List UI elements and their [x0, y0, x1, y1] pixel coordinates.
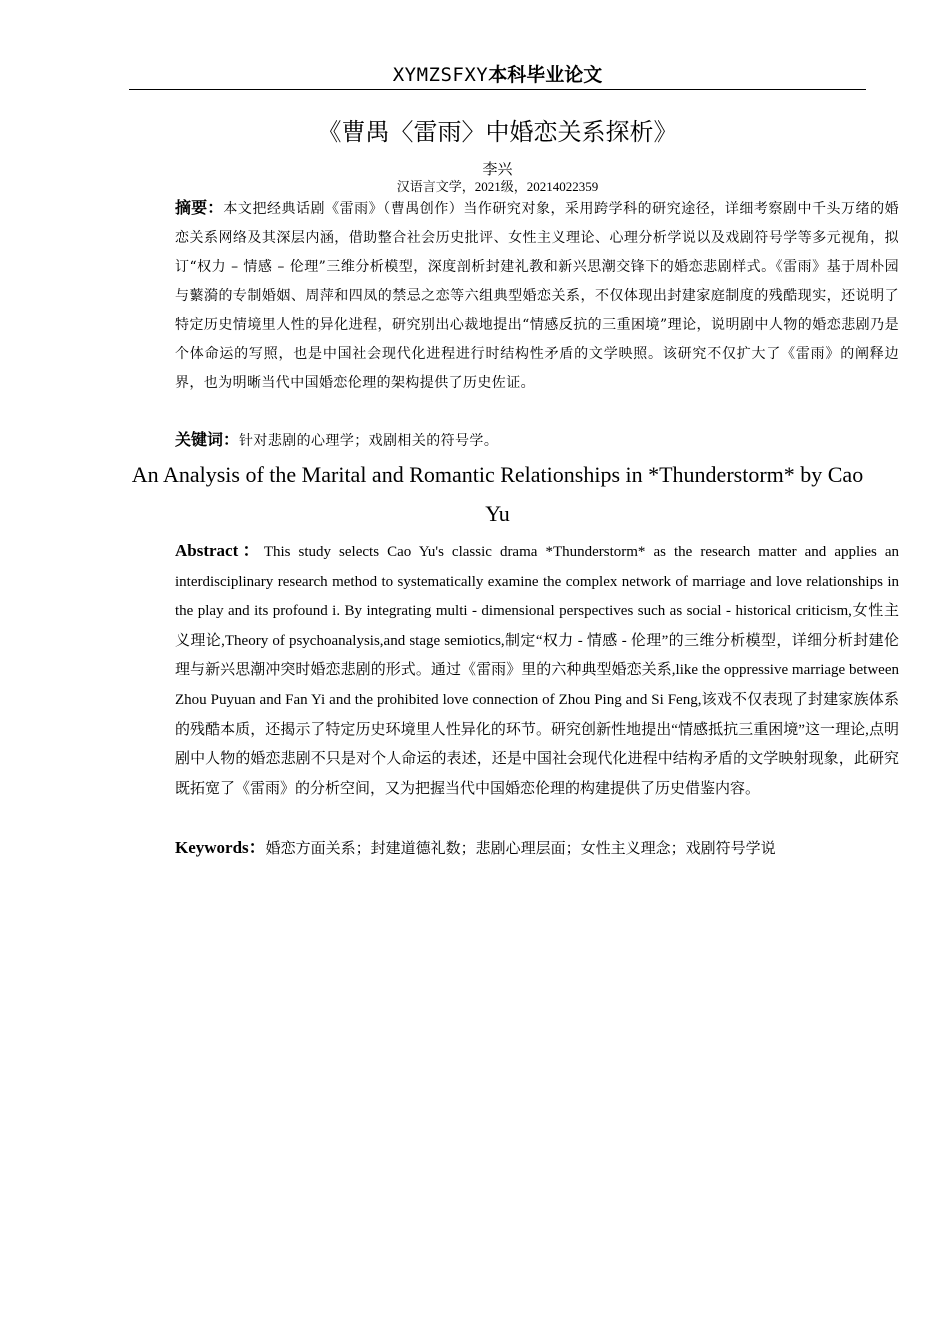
chinese-keywords	[137, 425, 899, 456]
english-keywords-label: Keywords：	[175, 838, 266, 857]
author-affiliation: 汉语言文学，2021级，20214022359	[396, 179, 599, 194]
english-keywords	[137, 833, 899, 864]
chinese-abstract	[137, 193, 899, 398]
author-name: 李兴	[482, 160, 513, 178]
chinese-abstract-text: 本文把经典话剧《雷雨》（曹禺创作）当作研究对象，采用跨学科的研究途径，详细考察剧中千头万绪的婚恋关系网络及其深层内涵，借助整合社会历史批评、女性主义理论、心理分析学说以及戏剧符号学等多元视角，拟订“权力 – 情感 – 伦理”三维分析模型，深度剖析封建礼教和新兴思潮交锋下的婚恋悲剧样式。《雷雨》基于周朴园与蘩漪的专制婚姻、周萍和四凤的禁忌之恋等六组典型婚恋关系，不仅体现出封建家庭制度的残酷现实，还说明了特定历史情境里人性的异化进程，研究别出心裁地提出“情感反抗的三重困境”理论，说明剧中人物的婚恋悲剧乃是个体命运的写照，也是中国社会现代化进程进行时结构性矛盾的文学映照。该研究不仅扩大了《雷雨》的阐释边界，也为明晰当代中国婚恋伦理的架构提供了历史佐证。	[175, 201, 899, 391]
english-keywords-text: 婚恋方面关系；封建道德礼数；悲剧心理层面；女性主义理念；戏剧符号学说	[265, 841, 776, 857]
paper-title: 《曹禺〈雷雨〉中婚恋关系探析》	[317, 118, 678, 146]
english-title: An Analysis of the Marital and Romantic Relationships in *Thunderstorm* by Cao Yu	[131, 462, 864, 526]
header-rule	[129, 89, 866, 90]
english-abstract-text: This study selects Cao Yu's classic drama *Thunderstorm* as the research matter and applies an interdisciplinary research method to systematically examine the complex network of marriage and love relationships in the play and its profound i. By integrating multi - dimensional perspectives such as social - historical criticism,女性主义理论,Theory of psychoanalysis,and stage semiotics,制定“权力 - 情感 - 伦理”的三维分析模型，详细分析封建伦理与新兴思潮冲突时婚恋悲剧的形式。通过《雷雨》里的六种典型婚恋关系,like the oppressive marriage between Zhou Puyuan and Fan Yi and the prohibited love connection of Zhou Ping and Si Feng,该戏不仅表现了封建家族体系的残酷本质，还揭示了特定历史环境里人性异化的环节。研究创新性地提出“情感抵抗三重困境”这一理论,点明剧中人物的婚恋悲剧不只是对个人命运的表述，还是中国社会现代化进程中结构矛盾的文学映射现象，此研究既拓宽了《雷雨》的分析空间，又为把握当代中国婚恋伦理的构建提供了历史借鉴内容。	[175, 544, 900, 797]
chinese-abstract-label: 摘要：	[175, 198, 224, 217]
chinese-keywords-label: 关键词：	[175, 430, 240, 449]
english-abstract	[137, 536, 899, 804]
header-label: 本科毕业论文	[488, 64, 603, 86]
page-header	[129, 62, 866, 88]
english-abstract-label: Abstract：	[175, 541, 264, 560]
chinese-keywords-text: 针对悲剧的心理学；戏剧相关的符号学。	[239, 433, 499, 449]
header-code: XYMZSFXY	[392, 64, 489, 86]
